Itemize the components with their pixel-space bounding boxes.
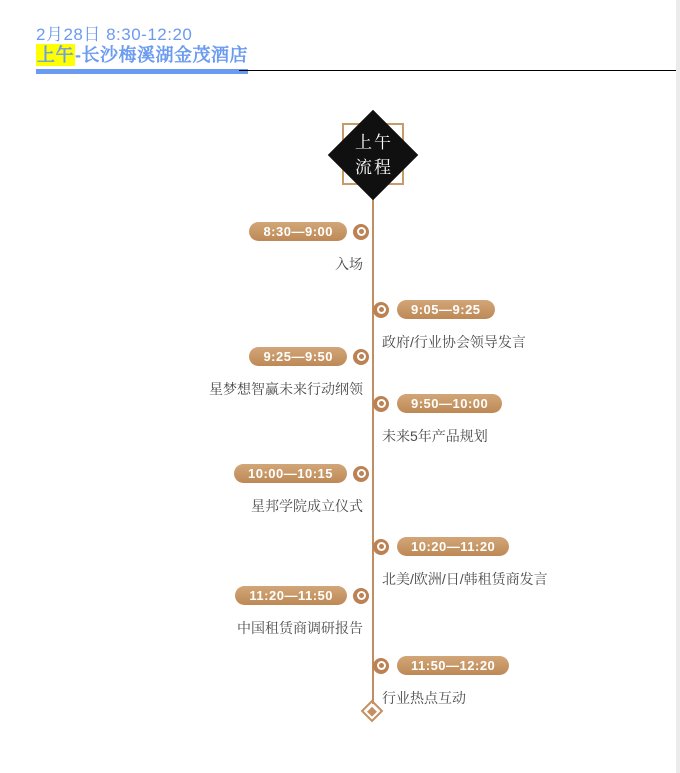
timeline-item [373, 537, 676, 589]
item-badge-row [0, 586, 369, 605]
item-label: 北美/欧洲/日/韩租赁商发言 [382, 571, 548, 587]
item-badge-row [0, 347, 369, 366]
timeline-line [372, 199, 374, 704]
timeline-item [0, 222, 369, 274]
header-date: 2月28日 8:30-12:20 [36, 25, 193, 44]
item-badge-row [0, 222, 369, 241]
time-badge: 9:50—10:00 [397, 394, 502, 413]
timeline-item [0, 464, 369, 516]
time-badge: 10:20—11:20 [397, 537, 509, 556]
timeline-node-icon [373, 658, 389, 674]
item-label: 入场 [335, 256, 363, 272]
timeline-node-icon [373, 396, 389, 412]
timeline-node-icon [353, 466, 369, 482]
item-label: 政府/行业协会领导发言 [382, 334, 526, 350]
item-label: 星梦想智赢未来行动纲领 [209, 381, 363, 397]
header-title-link[interactable] [36, 41, 248, 74]
header-location: -长沙梅溪湖金茂酒店 [75, 45, 248, 65]
item-badge-row [0, 464, 369, 483]
item-badge-row [373, 300, 676, 319]
time-badge: 10:00—10:15 [234, 464, 347, 483]
item-badge-row [373, 394, 676, 413]
item-label: 未来5年产品规划 [382, 428, 488, 444]
timeline-item [373, 300, 676, 352]
time-badge: 9:05—9:25 [397, 300, 495, 319]
time-badge: 8:30—9:00 [249, 222, 347, 241]
item-label: 星邦学院成立仪式 [251, 498, 363, 514]
timeline-item [0, 347, 369, 399]
item-badge-row [373, 537, 676, 556]
timeline-item [0, 586, 369, 638]
timeline-title-line1: 上午 [355, 133, 393, 152]
time-badge: 11:20—11:50 [235, 586, 347, 605]
timeline-node-icon [353, 224, 369, 240]
scrollbar-track[interactable] [676, 0, 680, 773]
timeline-node-icon [353, 349, 369, 365]
divider-line [239, 70, 676, 71]
item-label: 中国租赁商调研报告 [237, 620, 363, 636]
timeline-item [373, 394, 676, 446]
timeline-node-icon [373, 302, 389, 318]
timeline-item [373, 656, 676, 708]
timeline-title-line2: 流程 [355, 158, 393, 177]
item-badge-row [373, 656, 676, 675]
timeline-node-icon [373, 539, 389, 555]
time-badge: 11:50—12:20 [397, 656, 509, 675]
timeline-node-icon [353, 588, 369, 604]
timeline-title [341, 123, 405, 187]
time-badge: 9:25—9:50 [249, 347, 347, 366]
item-label: 行业热点互动 [382, 690, 466, 706]
header-highlight: 上午 [37, 45, 74, 65]
